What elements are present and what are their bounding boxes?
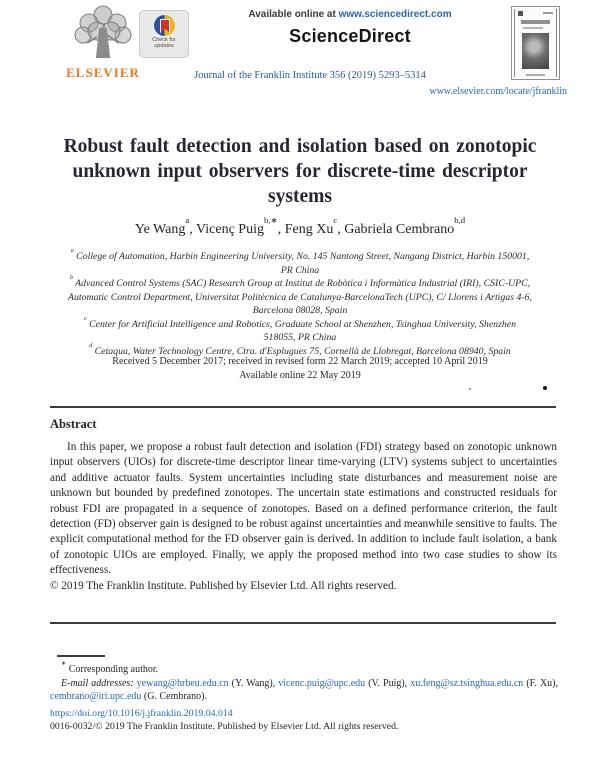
article-history bbox=[60, 355, 540, 382]
received-dates-line: Received 5 December 2017; received in revised form 22 March 2019; accepted 10 April 2019 bbox=[112, 356, 488, 367]
check-for-updates-badge[interactable] bbox=[139, 10, 189, 58]
divider-rule-top bbox=[50, 406, 556, 408]
corresponding-author-note bbox=[50, 659, 558, 677]
affiliation-d-text: Cetaqua, Water Technology Centre, Ctra. d'Esplugues 75, Cornellà de Llobregat, Barcelona 08940, Spain bbox=[92, 345, 511, 357]
affiliation-b bbox=[68, 277, 532, 318]
corresponding-text: Corresponding author. bbox=[66, 664, 159, 675]
cover-title-bar bbox=[521, 20, 550, 24]
affiliation-c-sup: c bbox=[83, 315, 87, 322]
cover-footer-bar bbox=[526, 74, 545, 76]
email-owner-puig: (V. Puig), bbox=[365, 677, 411, 689]
crossmark-icon bbox=[154, 15, 175, 36]
email-addresses-note bbox=[50, 677, 558, 704]
author-1-name: Ye Wang bbox=[134, 222, 186, 237]
email-link-wang[interactable]: yewang@hrbeu.edu.cn bbox=[133, 677, 229, 689]
author-separator: , bbox=[337, 222, 345, 237]
abstract-paragraph: In this paper, we propose a robust fault detection and isolation (FDI) strategy based on zonotopic unknown input observers (UIOs) for discrete-time descriptor linear time-varying (LTV) systems subject to uncertainties and additive actuator faults. System uncertainties including state disturbances and measurement noise are unknown but bounded by predefined zonotopes. The uncertain state estimations and constructed residuals for robust FDI are propagated in a sequence of zonotopes. Based on a defined performance criterion, the fault detection (FD) observer gain is designed to be robust against uncertainties and meanwhile sensitive to faults. The explicit computational method for the FD observer gain is derived. In addition to include fault isolation, a bank of zonotopic UIOs are employed. Finally, we apply the proposed method into two case studies to show its effectiveness. bbox=[50, 441, 557, 577]
cover-mark bbox=[518, 11, 523, 16]
affiliation-d-sup: d bbox=[89, 342, 93, 349]
author-3 bbox=[284, 215, 345, 237]
affiliation-a-text: College of Automation, Harbin Engineering University, No. 145 Nantong Street, Nangang District, Harbin 150001, PR China bbox=[73, 251, 530, 276]
author-2-affil-sup: b,∗ bbox=[263, 215, 278, 226]
affiliation-a bbox=[68, 250, 532, 277]
email-link-xu[interactable]: xu.feng@sz.tsinghua.edu.cn bbox=[410, 677, 524, 689]
available-online-date: Available online 22 May 2019 bbox=[239, 369, 361, 381]
issn-copyright-line: 0016-0032/© 2019 The Franklin Institute. Published by Elsevier Ltd. All rights reserved. bbox=[50, 721, 399, 732]
available-online-line bbox=[195, 9, 505, 20]
author-2-name: Vicenç Puig bbox=[195, 222, 264, 237]
cover-portrait-image bbox=[522, 33, 549, 69]
check-badge-label bbox=[140, 37, 188, 49]
author-4-affil-sup: b,d bbox=[454, 215, 466, 226]
abstract-heading: Abstract bbox=[50, 417, 97, 431]
author-separator: , bbox=[189, 222, 196, 237]
elsevier-logo-text: ELSEVIER bbox=[66, 65, 140, 80]
doi-link[interactable]: https://doi.org/10.1016/j.jfranklin.2019.04.014 bbox=[50, 708, 233, 719]
affiliation-b-sup: b bbox=[69, 275, 73, 282]
check-badge-line1: Check for bbox=[152, 37, 176, 43]
affiliation-c-text: Center for Artificial Intelligence and Robotics, Graduate School at Shenzhen, Tsinghua University, Shenzhen 518055, PR China bbox=[86, 318, 517, 343]
journal-cover-thumbnail bbox=[511, 6, 560, 80]
author-1-affil-sup: a bbox=[185, 215, 190, 226]
journal-locate-url-link[interactable]: www.elsevier.com/locate/jfranklin bbox=[429, 86, 567, 97]
sciencedirect-logo: ScienceDirect bbox=[289, 26, 411, 46]
divider-rule-bottom bbox=[50, 622, 556, 624]
affiliation-b-text: Advanced Control Systems (SAC) Research Group at Institut de Robòtica i Informàtica Industrial (IRI), CSIC-UPC, Automatic Control Department, Universitat Politècnica de Catalunya-BarcelonaTech (UPC), C/ Llorens i Artigas 4-6, Barcelona 08028, Spain bbox=[68, 278, 532, 316]
author-2 bbox=[195, 215, 285, 237]
author-list bbox=[40, 215, 560, 238]
email-link-puig[interactable]: vicenc.puig@upc.edu bbox=[278, 677, 366, 689]
sciencedirect-url-link[interactable]: www.sciencedirect.com bbox=[338, 9, 452, 20]
footnote-rule bbox=[57, 655, 105, 657]
crossmark-ribbon-icon bbox=[160, 19, 170, 33]
author-3-name: Feng Xu bbox=[284, 222, 334, 237]
author-3-affil-sup: c bbox=[333, 215, 338, 226]
scan-artifact-dot bbox=[543, 386, 547, 390]
cover-subtitle-bar bbox=[523, 27, 543, 29]
affiliation-list bbox=[68, 250, 532, 358]
author-4-name: Gabriela Cembrano bbox=[344, 222, 455, 237]
email-owner-cembrano: (G. Cembrano). bbox=[141, 691, 207, 702]
email-label: E-mail addresses: bbox=[61, 677, 134, 689]
cover-text-line bbox=[543, 12, 553, 14]
author-4 bbox=[344, 215, 466, 237]
check-badge-line2: updates bbox=[154, 43, 174, 49]
author-1 bbox=[134, 215, 196, 237]
elsevier-tree-icon bbox=[67, 3, 139, 61]
journal-citation: Journal of the Franklin Institute 356 (2019) 5293–5314 bbox=[194, 70, 426, 81]
abstract-body bbox=[50, 440, 557, 594]
email-link-cembrano[interactable]: cembrano@iri.upc.edu bbox=[50, 691, 142, 702]
affiliation-c bbox=[68, 315, 532, 345]
paper-title: Robust fault detection and isolation based on zonotopic unknown input observers for discrete-time descriptor systems bbox=[63, 136, 537, 207]
footnote-block bbox=[50, 659, 558, 704]
author-separator: , bbox=[277, 222, 285, 237]
corresponding-marker: ∗ bbox=[61, 659, 67, 667]
email-owner-xu: (F. Xu), bbox=[523, 677, 558, 689]
email-owner-wang: (Y. Wang), bbox=[228, 677, 279, 689]
available-online-prefix: Available online at bbox=[248, 9, 339, 20]
affiliation-a-sup: a bbox=[70, 248, 74, 255]
abstract-copyright: © 2019 The Franklin Institute. Published by Elsevier Ltd. All rights reserved. bbox=[50, 579, 397, 592]
scan-artifact-dot bbox=[469, 388, 471, 390]
